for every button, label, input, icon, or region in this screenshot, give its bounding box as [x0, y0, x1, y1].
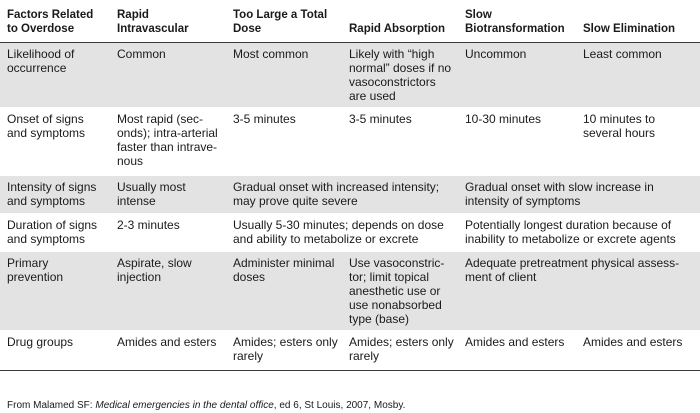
source-citation — [7, 400, 405, 412]
table-cell: Amides; esters only rarely — [342, 330, 458, 370]
row-label: Likelihood of occurrence — [0, 42, 110, 107]
table-cell: Most rapid (sec-onds); intra-arterial faster than intrave-nous — [110, 107, 226, 175]
table-cell: 2-3 minutes — [110, 213, 226, 251]
table-row — [0, 213, 700, 251]
table-row — [0, 251, 700, 330]
table-cell: Least common — [576, 42, 700, 107]
table-cell: Aspirate, slow injection — [110, 251, 226, 330]
table-cell-merged: Usually 5-30 minutes; depends on dose and ability to metabolize or excrete — [226, 213, 458, 251]
table-cell-merged: Potentially longest duration because of inability to metabolize or excrete agents — [458, 213, 700, 251]
table-cell: Administer minimal doses — [226, 251, 342, 330]
table-cell: Amides and esters — [576, 330, 700, 370]
header-slow-biotransformation: Slow Biotransformation — [458, 0, 576, 42]
header-factors: Factors Related to Overdose — [0, 0, 110, 42]
table-row — [0, 175, 700, 213]
table-cell: Use vasoconstric-tor; limit topical anesthetic use or use nonabsorbed type (base) — [342, 251, 458, 330]
row-label: Duration of signs and symptoms — [0, 213, 110, 251]
row-label: Primary prevention — [0, 251, 110, 330]
table-header — [0, 0, 700, 42]
table-cell-merged: Adequate pretreatment physical assess-ment of client — [458, 251, 700, 330]
table-cell: Uncommon — [458, 42, 576, 107]
table-cell: Common — [110, 42, 226, 107]
table-cell: Amides and esters — [110, 330, 226, 370]
table-row — [0, 42, 700, 107]
table-cell: Amides; esters only rarely — [226, 330, 342, 370]
row-label: Onset of signs and symptoms — [0, 107, 110, 175]
citation-prefix: From Malamed SF: — [7, 400, 96, 411]
header-too-large-dose: Too Large a Total Dose — [226, 0, 342, 42]
citation-suffix: , ed 6, St Louis, 2007, Mosby. — [273, 400, 406, 411]
header-row — [0, 0, 700, 42]
row-label: Intensity of signs and symptoms — [0, 175, 110, 213]
table-row — [0, 330, 700, 370]
table-cell: 3-5 minutes — [342, 107, 458, 175]
header-slow-elimination: Slow Elimination — [576, 0, 700, 42]
table-cell: 10 minutes to several hours — [576, 107, 700, 175]
table-cell: 10-30 minutes — [458, 107, 576, 175]
header-rapid-absorption: Rapid Absorption — [342, 0, 458, 42]
table-cell: Most common — [226, 42, 342, 107]
table-cell: Amides and esters — [458, 330, 576, 370]
header-rapid-intravascular: Rapid Intravascular — [110, 0, 226, 42]
table-body — [0, 42, 700, 370]
citation-title: Medical emergencies in the dental office — [95, 400, 274, 411]
table-cell-merged: Gradual onset with increased intensity; may prove quite severe — [226, 175, 458, 213]
table-cell: Likely with “high normal” doses if no vasoconstrictors are used — [342, 42, 458, 107]
table-cell: 3-5 minutes — [226, 107, 342, 175]
table-cell-merged: Gradual onset with slow increase in intensity of symptoms — [458, 175, 700, 213]
table-cell: Usually most intense — [110, 175, 226, 213]
row-label: Drug groups — [0, 330, 110, 370]
table-row — [0, 107, 700, 175]
